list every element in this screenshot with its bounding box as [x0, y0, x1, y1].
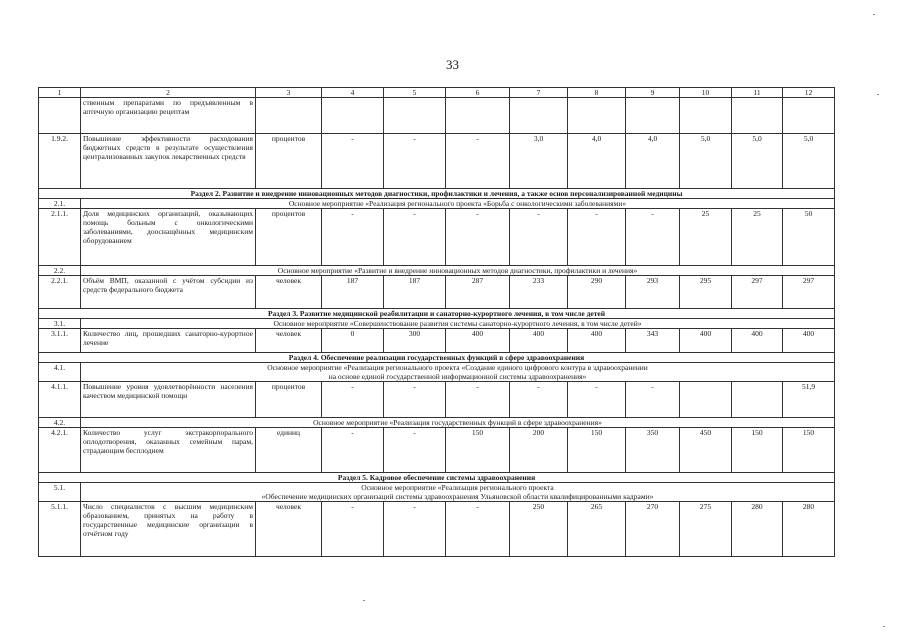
measure-row	[39, 199, 835, 209]
value-cell: -	[446, 382, 510, 418]
measure-title	[81, 483, 835, 502]
indicator-row	[39, 276, 835, 309]
indicator-name: Доля медицинских организаций, оказывающих помощь больным с онкологическими заболеваниями, дооснащённых медицинским оборудованием	[81, 209, 256, 266]
value-cell: -	[322, 134, 384, 189]
indicator-row	[39, 382, 835, 418]
row-number: 2.2.1.	[39, 276, 81, 309]
value-cell: 290	[568, 276, 626, 309]
header-cell: 2	[81, 88, 256, 98]
indicator-name: Повышение эффективности расходования бюджетных средств в результате осуществления централизованных закупок лекарственных средств	[81, 134, 256, 189]
value-cell: -	[510, 382, 568, 418]
value-cell: -	[322, 209, 384, 266]
value-cell: 233	[510, 276, 568, 309]
value-cell: 5,0	[783, 134, 835, 189]
value-cell	[510, 98, 568, 134]
measure-row	[39, 363, 835, 382]
value-cell: -	[322, 502, 384, 557]
header-cell: 1	[39, 88, 81, 98]
value-cell: 150	[568, 428, 626, 473]
value-cell: 297	[783, 276, 835, 309]
value-cell: -	[510, 209, 568, 266]
measure-title-line: Основное мероприятие «Реализация регионального проекта «Создание единого цифрового контура в здравоохранении	[267, 363, 648, 372]
row-number: 2.2.	[39, 266, 81, 276]
value-cell: 350	[626, 428, 680, 473]
scan-speck	[877, 94, 879, 95]
measure-title-line: Основное мероприятие «Реализация регионального проекта «Борьба с онкологическими заболеваниями»	[288, 199, 627, 208]
unit-cell: процентов	[256, 209, 322, 266]
indicator-name: Количество лиц, прошедших санаторно-курортное лечение	[81, 329, 256, 353]
measure-title-line: на основе единой государственной информационной системы здравоохранения»	[328, 372, 587, 381]
scan-speck	[363, 600, 365, 601]
unit-cell: человек	[256, 329, 322, 353]
section-heading-row	[39, 309, 835, 319]
value-cell	[783, 98, 835, 134]
header-cell: 10	[680, 88, 732, 98]
value-cell	[446, 98, 510, 134]
value-cell: 3,0	[510, 134, 568, 189]
section-heading: Раздел 5. Кадровое обеспечение системы здравоохранения	[39, 473, 835, 483]
header-cell: 11	[732, 88, 783, 98]
section-heading-row	[39, 189, 835, 199]
section-heading: Раздел 3. Развитие медицинской реабилитации и санаторно-курортного лечения, в том числе детей	[39, 309, 835, 319]
value-cell: 51,9	[783, 382, 835, 418]
value-cell	[680, 98, 732, 134]
value-cell: 450	[680, 428, 732, 473]
value-cell	[626, 98, 680, 134]
value-cell: 400	[510, 329, 568, 353]
header-cell: 6	[446, 88, 510, 98]
value-cell: -	[626, 382, 680, 418]
value-cell: -	[384, 134, 446, 189]
value-cell: 187	[322, 276, 384, 309]
row-number: 2.1.1.	[39, 209, 81, 266]
indicator-row	[39, 209, 835, 266]
row-number: 4.2.1.	[39, 428, 81, 473]
value-cell: 293	[626, 276, 680, 309]
value-cell	[384, 98, 446, 134]
measure-row	[39, 418, 835, 428]
unit-cell: человек	[256, 276, 322, 309]
value-cell: 275	[680, 502, 732, 557]
row-number: 5.1.	[39, 483, 81, 502]
indicator-name: Объём ВМП, оказанной с учётом субсидии из средств федерального бюджета	[81, 276, 256, 309]
value-cell: 265	[568, 502, 626, 557]
indicator-name: Повышение уровня удовлетворённости населения качеством медицинской помощи	[81, 382, 256, 418]
value-cell: 400	[568, 329, 626, 353]
measure-title-line: Основное мероприятие «Совершенствование развития системы санаторно-курортного лечения, в том числе детей»	[273, 319, 642, 328]
value-cell	[322, 98, 384, 134]
value-cell: 250	[510, 502, 568, 557]
row-number: 3.1.1.	[39, 329, 81, 353]
indicator-row	[39, 428, 835, 473]
indicator-name: Количество услуг экстракорпорального оплодотворения, оказанных семейным парам, страдающим бесплодием	[81, 428, 256, 473]
value-cell: 200	[510, 428, 568, 473]
header-cell: 5	[384, 88, 446, 98]
measure-row	[39, 319, 835, 329]
value-cell: 150	[446, 428, 510, 473]
header-cell: 12	[783, 88, 835, 98]
measure-title	[81, 319, 835, 329]
value-cell: 300	[384, 329, 446, 353]
value-cell: 25	[732, 209, 783, 266]
unit-cell: процентов	[256, 382, 322, 418]
value-cell: 280	[783, 502, 835, 557]
section-heading: Раздел 4. Обеспечение реализации государственных функций в сфере здравоохранения	[39, 353, 835, 363]
value-cell: 150	[783, 428, 835, 473]
value-cell: 400	[783, 329, 835, 353]
value-cell: -	[322, 428, 384, 473]
measure-title	[81, 418, 835, 428]
value-cell: -	[568, 382, 626, 418]
value-cell	[732, 98, 783, 134]
section-heading-row	[39, 353, 835, 363]
value-cell: -	[384, 428, 446, 473]
value-cell: 187	[384, 276, 446, 309]
value-cell: 270	[626, 502, 680, 557]
measure-title	[81, 199, 835, 209]
indicator-row	[39, 329, 835, 353]
measure-title-line: Основное мероприятие «Реализация регионального проекта	[361, 483, 554, 492]
measure-row	[39, 483, 835, 502]
row-number: 1.9.2.	[39, 134, 81, 189]
value-cell: 280	[732, 502, 783, 557]
value-cell: 297	[732, 276, 783, 309]
row-number: 2.1.	[39, 199, 81, 209]
unit-cell	[256, 98, 322, 134]
value-cell: 287	[446, 276, 510, 309]
measure-title	[81, 363, 835, 382]
unit-cell: единиц	[256, 428, 322, 473]
unit-cell: процентов	[256, 134, 322, 189]
value-cell: 343	[626, 329, 680, 353]
value-cell: 0	[322, 329, 384, 353]
value-cell: -	[446, 209, 510, 266]
header-cell: 7	[510, 88, 568, 98]
value-cell: 5,0	[680, 134, 732, 189]
measure-title	[81, 266, 835, 276]
value-cell: -	[568, 209, 626, 266]
header-cell: 9	[626, 88, 680, 98]
scan-speck	[883, 626, 885, 627]
value-cell: -	[384, 209, 446, 266]
row-number: 4.2.	[39, 418, 81, 428]
value-cell	[680, 382, 732, 418]
value-cell: 4,0	[626, 134, 680, 189]
indicators-table	[38, 87, 835, 557]
value-cell: -	[446, 502, 510, 557]
scan-speck	[873, 14, 875, 15]
row-number: 4.1.1.	[39, 382, 81, 418]
value-cell	[568, 98, 626, 134]
indicator-name: Число специалистов с высшим медицинским образованием, принятых на работу в государственные медицинские организации в отчётном году	[81, 502, 256, 557]
value-cell: -	[446, 134, 510, 189]
value-cell	[732, 382, 783, 418]
value-cell: -	[626, 209, 680, 266]
value-cell: 25	[680, 209, 732, 266]
header-cell: 8	[568, 88, 626, 98]
section-heading-row	[39, 473, 835, 483]
value-cell: -	[322, 382, 384, 418]
measure-row	[39, 266, 835, 276]
header-cell: 4	[322, 88, 384, 98]
row-number: 5.1.1.	[39, 502, 81, 557]
page-number: 33	[446, 57, 459, 72]
value-cell: 400	[446, 329, 510, 353]
unit-cell: человек	[256, 502, 322, 557]
indicator-name: ственным препаратами по предъявленным в аптечную организацию рецептам	[81, 98, 256, 134]
indicator-row	[39, 134, 835, 189]
row-number: 3.1.	[39, 319, 81, 329]
value-cell: 5,0	[732, 134, 783, 189]
value-cell: 150	[732, 428, 783, 473]
row-number: 4.1.	[39, 363, 81, 382]
measure-title-line: Основное мероприятие «Реализация государственных функций в сфере здравоохранения»	[313, 418, 602, 427]
header-cell: 3	[256, 88, 322, 98]
measure-title-line: Основное мероприятие «Развитие и внедрение инновационных методов диагностики, профилактики и лечения»	[277, 266, 638, 275]
section-heading: Раздел 2. Развитие и внедрение инновационных методов диагностики, профилактики и лечения, а также основ персонализированной медицины	[39, 189, 835, 199]
value-cell: 50	[783, 209, 835, 266]
value-cell: -	[384, 382, 446, 418]
header-row	[39, 88, 835, 98]
value-cell: 295	[680, 276, 732, 309]
value-cell: 4,0	[568, 134, 626, 189]
value-cell: 400	[732, 329, 783, 353]
indicator-row	[39, 502, 835, 557]
indicator-row	[39, 98, 835, 134]
value-cell: 400	[680, 329, 732, 353]
row-number	[39, 98, 81, 134]
measure-title-line: «Обеспечение медицинских организаций системы здравоохранения Ульяновской области квалифицированными кадрами»	[261, 492, 654, 501]
value-cell: -	[384, 502, 446, 557]
